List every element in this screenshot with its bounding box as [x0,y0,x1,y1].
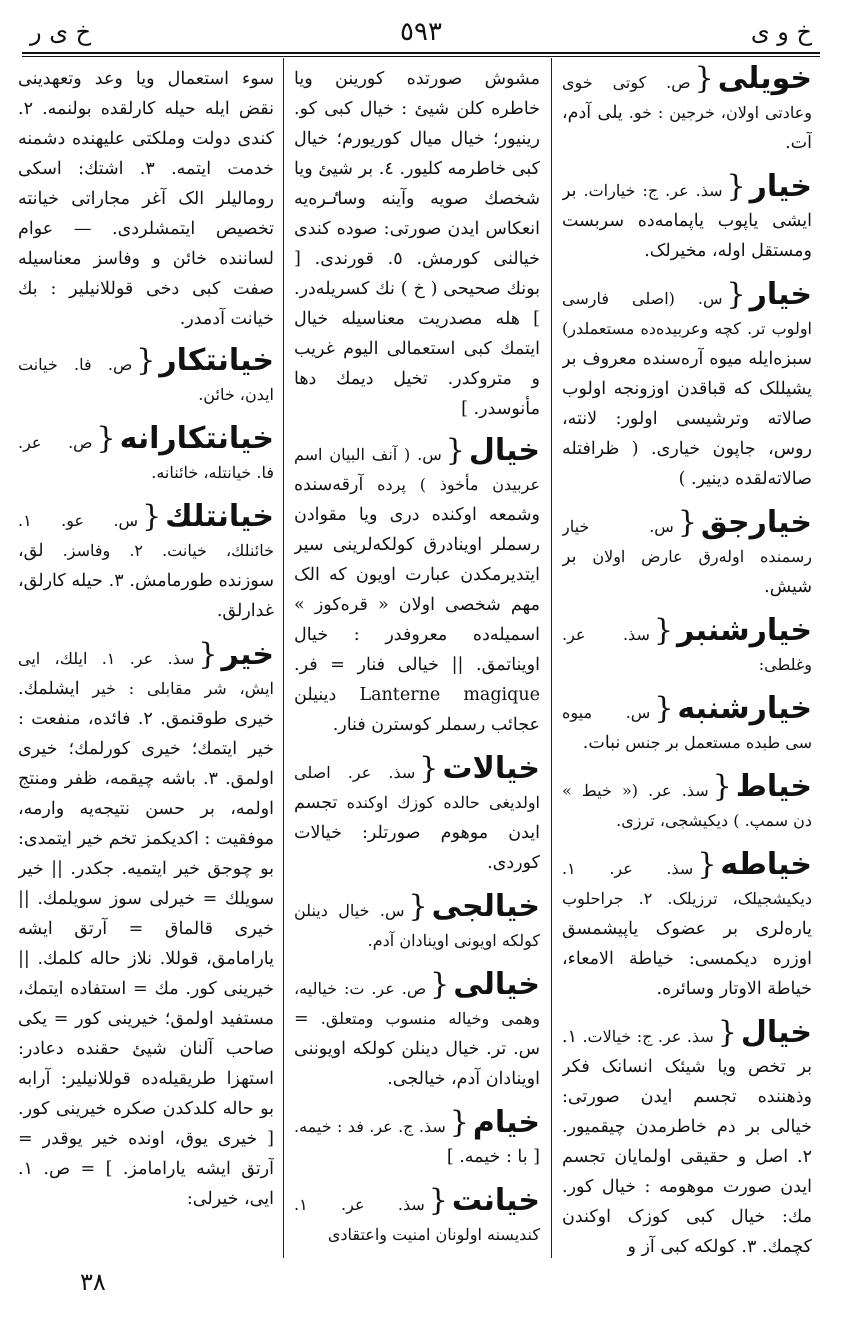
entry-grammar: ص. فا. خیانت ایدن، خائن. [18,355,274,404]
dictionary-entry [294,751,540,878]
entry-headword: خیاطه [720,847,812,882]
entry-grammar: س. ( آنف البیان اسم عربیدن مأخوذ ) پرده [294,445,540,494]
entry-definition: ١. بر تخص ویا شیئک انسانک فکر وذهننده تجسم ایدن صورتی: خیالی بر دم خاطرمدن چیقمیور. ٢. اصل و حقیقی اولمایان تجسم ایدن صورت موهومه : خیال کور. مك: خیال کبی کوزک اوکندن کچمك. ٣. کولکه کبی آز و [562,1027,812,1256]
entry-headword: خیالات [442,751,540,786]
dictionary-entry [294,1183,540,1250]
brace-glyph: { [697,847,717,882]
brace-glyph: { [428,1183,448,1218]
entry-headword: خیارجق [700,505,812,540]
entry-grammar: سذ. عر. ج: خیالات. [576,1027,714,1046]
dictionary-entry [562,691,812,758]
dictionary-entry [18,637,274,1214]
dictionary-entry [18,343,274,410]
brace-glyph: { [654,691,674,726]
header-right-letters: خ و ی [750,18,812,46]
entry-continuation [18,64,274,334]
brace-glyph: { [712,769,732,804]
entry-grammar: سذ. عر. اصلی اولدیغی حالده کوزك اوکنده [294,763,540,812]
dictionary-entry [562,505,812,602]
entry-grammar: سذ. ج. عر. فد : خیمه. [294,1117,446,1136]
brace-glyph: { [136,343,156,378]
dictionary-entry [562,847,812,1004]
column-divider [551,58,552,1258]
entry-headword: خیانتکارانه [119,421,274,456]
entry-headword: خیانت [451,1183,540,1218]
dictionary-entry [562,277,812,494]
entry-headword: خیار [749,277,812,312]
entry-grammar: س. (اصلی فارسی اولوب تر. کچه وعربیده‌ده مستعملدر) [562,289,812,338]
dictionary-entry [18,499,274,626]
entry-grammar: س. خیار رسمنده اوله‌رق عارض اولان [562,517,812,566]
entry-definition: لق، سوزنده طورمامش. ٣. حیله کارلق، غدارلق. [18,541,274,621]
entry-definition: [ با : خیمه. ] [446,1147,540,1167]
entry-definition: سوء استعمال ویا وعد وتعهدینی نقض ایله حیله کارلقده بولنمه. ٢. کندی دولت وملکتی علیهنده دشمنه خدمت ایتمه. ٣. اشتك: اسکی رومالیلر الک آغر مجاراتی خیانته تخصیص ایتمشلردی. — عوام لساننده خائن و وفاسز معناسیله صفت کبی دخی قوللانیلیر : بك خیانت آدمدر. [18,69,274,329]
entry-continuation [294,64,540,424]
entry-headword: خیارشنبر [676,613,812,648]
entry-headword: خیالی [453,967,540,1002]
page-header [30,14,812,50]
entry-grammar: سذ. عر. ١. دیکیشجیلک، ترزیلک. ٢. جراحلوب [562,859,812,908]
entry-headword: خیار [749,169,812,204]
brace-glyph: { [717,1015,737,1050]
brace-glyph: { [96,421,116,456]
entry-headword: خیارشنبه [677,691,812,726]
entry-grammar: سذ. عر. وغلطی: [562,625,812,674]
entry-grammar: سذ. عر. ج: خیارات. [576,181,723,200]
brace-glyph: { [449,1105,469,1140]
entry-definition: = س. تر. خیال دینلن کولکه اویوننی اوینادان آدم، خیالجی. [294,1009,540,1089]
signature-marker: ٣٨ [80,1268,106,1296]
header-left-letters: خ ی ر [30,18,92,46]
dictionary-entry [562,1015,812,1256]
header-rule-thin [22,56,820,57]
entry-headword: خیانتلك [165,499,274,534]
dictionary-entry [562,64,812,158]
entry-definition: یاره‌لری بر عضوک یاپیشمسق اوزره دیکمسی: خیاطة الامعاء، خیاطة الاوتار وسائره. [562,919,812,999]
brace-glyph: { [726,169,746,204]
brace-glyph: { [419,751,439,786]
brace-glyph: { [430,967,450,1002]
entry-grammar: س. میوه سی طبده مستعمل بر جنس [562,703,812,752]
entry-grammar: سذ. عر. ١. ایلك، ایی ایش، شر مقابلی : خیر [18,649,274,698]
column-middle [294,64,540,1256]
brace-glyph: { [653,613,673,648]
brace-glyph: { [726,277,746,312]
column-right [562,64,812,1256]
brace-glyph: { [694,64,714,96]
brace-glyph: { [445,433,465,468]
dictionary-entry [562,169,812,266]
dictionary-entry [562,613,812,680]
entry-headword: خیال [468,433,540,468]
entry-definition: بر ایشی یاپوب یاپمامه‌ده سربست ومستقل اوله، مخیرلک. [562,181,812,261]
entry-grammar: ص. عر. فا. خیانتله، خائنانه. [18,433,274,482]
dictionary-entry [562,769,812,836]
entry-definition: آرقه‌سنده وشمعه اوکنده دری ویا مقوادن رسملر اوینادرق کولکه‌لرینی سیر ایتدیرمکدن عبارت اویون که الک مهم شخصی اولان « قره‌کوز » اسمیله‌ده معروفدر : خیال اویناتمق. || خیالی فنار = فر. Lanterne magique دینیلن عجائب رسملر کوسترن فنار. [294,475,540,735]
dictionary-entry [294,433,540,740]
header-rule [22,52,820,54]
brace-glyph: { [408,889,428,924]
entry-grammar: س. خیال دینلن کولکه اویونی اوینادان آدم. [294,901,540,950]
entry-grammar: سذ. عر. ١. کندیسنه اولونان امنیت واعتقادی [294,1195,540,1244]
entry-definition: نبات. [582,733,621,753]
entry-grammar: س. عو. ١. خائنلك، خیانت. ٢. وفاسز. [18,511,274,560]
entry-headword: خیر [221,637,274,672]
entry-headword: خیانتکار [159,343,274,378]
dictionary-entry [18,421,274,488]
entry-definition: ایشلمك. خیری طوقنمق. ٢. فائده، منفعت : خیر ایتمك؛ خیری کورلمك؛ خیری اولمق. ٣. باشه چیقمه، ظفر ومنتج اولمه، بر حسن نتیجه‌یه وارمه، موفقیت : اکدیکمز تخم خیر ایتمدی: بو چوجق خیر ایتمیه. جکدر. || خیر سویلك = خیرلی سوز سویلمك. || خیری قالماق = آرتق ایشه یارامامق، قوللا. نلاز حاله کلمك. || خیرینی کور. مك = استفاده ایتمك، مستفید اولمق؛ خیرینی کور = یکی صاحب آلنان شیئ حقنده دعادر: استهزا طریقیله‌ده قوللانیلیر: آرابه بو حاله کلدکدن صکره خیرینی کور. [ خیری یوق، اونده خیر یوقدر = آرتق ایشه یارامامز. ] = ص. ١. ایی، خیرلی: [18,679,274,1209]
entry-headword: خیال [740,1015,812,1050]
entry-definition: بر شیش. [562,547,812,597]
entry-headword: خیام [472,1105,540,1140]
entry-headword: خیاط [735,769,812,804]
entry-definition: مشوش صورتده کورینن ویا خاطره کلن شیئ : خیال کبی کو. رینیور؛ خیال میال کوریورم؛ خیال کبی خاطرمه کلیور. ٤. بر شیئ ویا شخصك صویه وآینه وساٸره‌یه انعکاس ایدن صورتی: صوده کندی خیالنی کورمش. ٥. قورندی. [ بونك صحیحی ( خ ) نك کسریله‌در. ] هله مصدریت معناسیله خیال ایتمك کبی استعمالی الیوم غریب و متروکدر. تخیل دیمك دها مأنوسدر. ] [294,69,540,419]
entry-headword: خویلی [717,64,812,96]
column-divider [283,58,284,1258]
entry-definition: یلی آدم، آت. [562,103,812,153]
entry-definition: سبزه‌ایله میوه آره‌سنده معروف بر یشیللک که قباقدن اوزونجه اولوب صالاته وترشیسی اولور: لانته، روس، جاپون خیاری. ( ظرافتله صالاته‌لقده دینیر. ) [562,349,812,489]
entry-headword: خیالجی [431,889,540,924]
brace-glyph: { [677,505,697,540]
entry-grammar: ص. عر. ت: خیالیه، وهمی وخیاله منسوب ومتعلق. [294,979,540,1028]
entry-grammar: سذ. عر. (« خیط » دن سمپ. ) دیکیشجی، ترزی. [562,781,812,830]
column-left [18,64,274,1256]
page-number: ٥٩٣ [400,17,442,47]
brace-glyph: { [142,499,162,534]
entry-definition: تجسم ایدن موهوم صورتلر: خیالات کوردی. [294,793,540,873]
dictionary-entry [294,967,540,1094]
entry-grammar: ص. کوتی خوی وعادتی اولان، خرجین : خو. [562,73,812,122]
brace-glyph: { [198,637,218,672]
dictionary-entry [294,1105,540,1172]
dictionary-entry [294,889,540,956]
